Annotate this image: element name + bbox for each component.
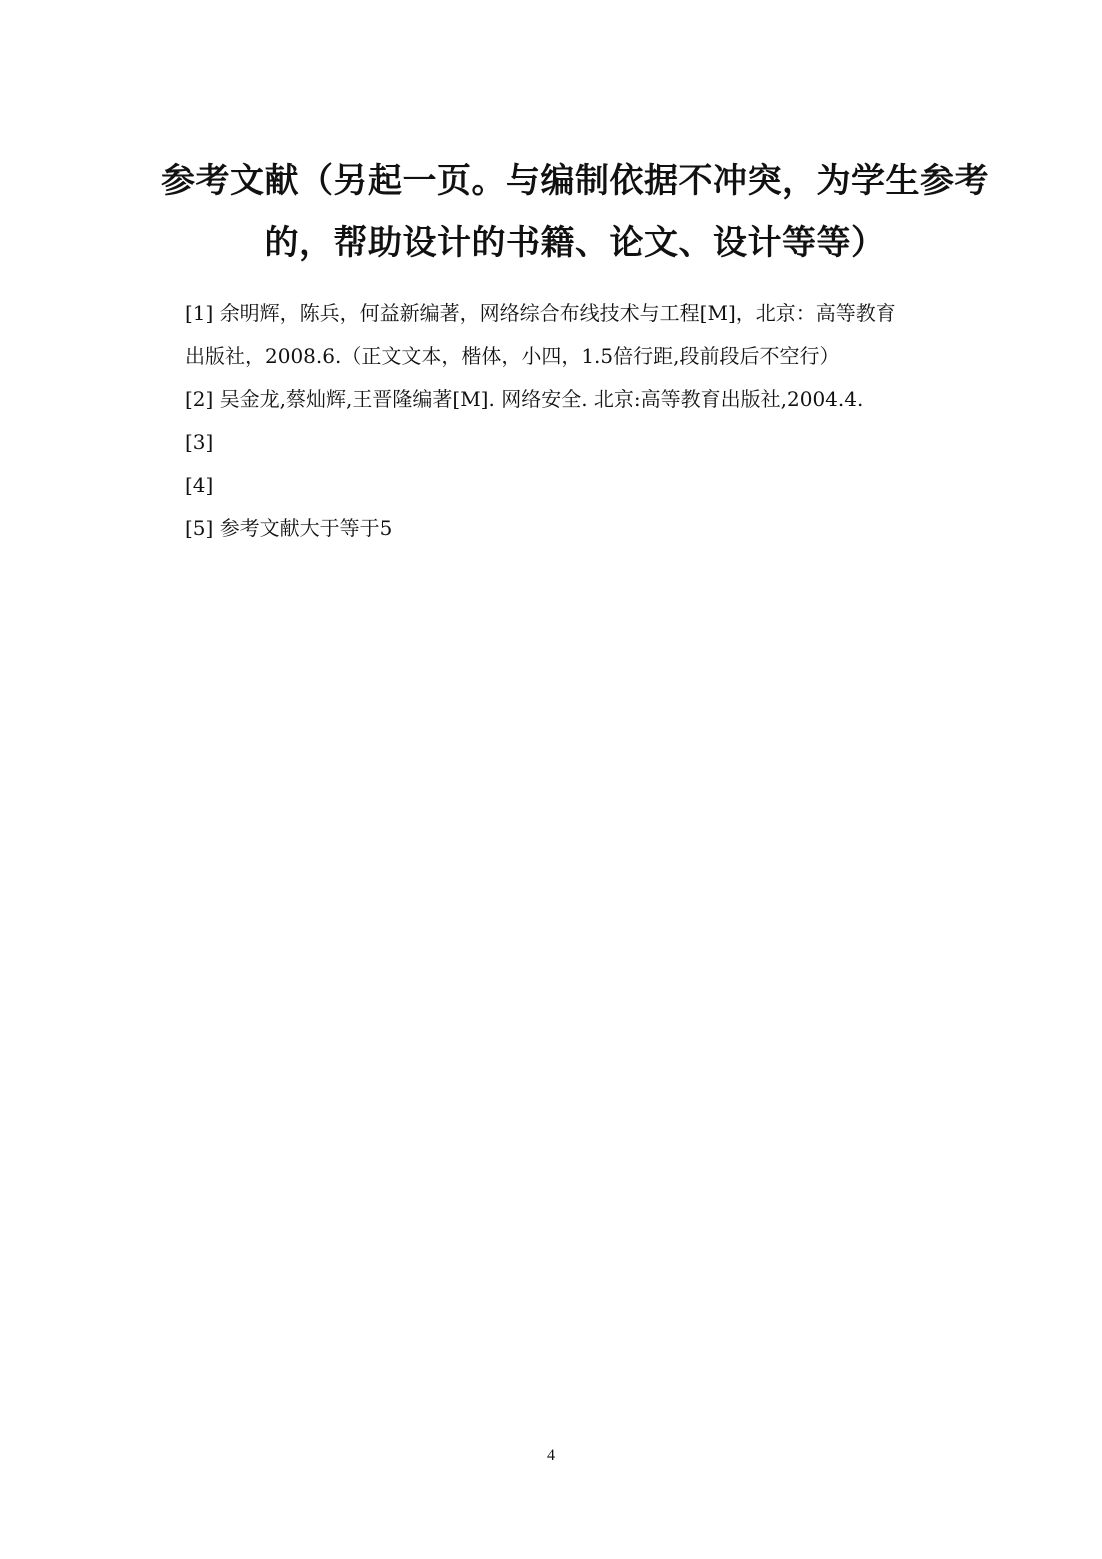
page-title [150,150,1000,274]
title-line-1: 参考文献（另起一页。与编制依据不冲突，为学生参考 [161,161,989,201]
reference-3: [3] [185,430,214,454]
reference-list [185,292,975,550]
page-number: 4 [547,1447,555,1464]
reference-1-line-2: 出版社，2008.6.（正文文本，楷体，小四，1.5倍行距,段前段后不空行） [185,344,840,368]
title-line-2: 的，帮助设计的书籍、论文、设计等等） [264,223,886,263]
reference-4: [4] [185,473,214,497]
reference-1-line-1: [1] 余明辉，陈兵，何益新编著，网络综合布线技术与工程[M]，北京：高等教育 [185,301,896,325]
reference-5: [5] 参考文献大于等于5 [185,516,393,540]
reference-2: [2] 吴金龙,蔡灿辉,王晋隆编著[M]. 网络安全. 北京:高等教育出版社,2004.4. [185,387,864,411]
